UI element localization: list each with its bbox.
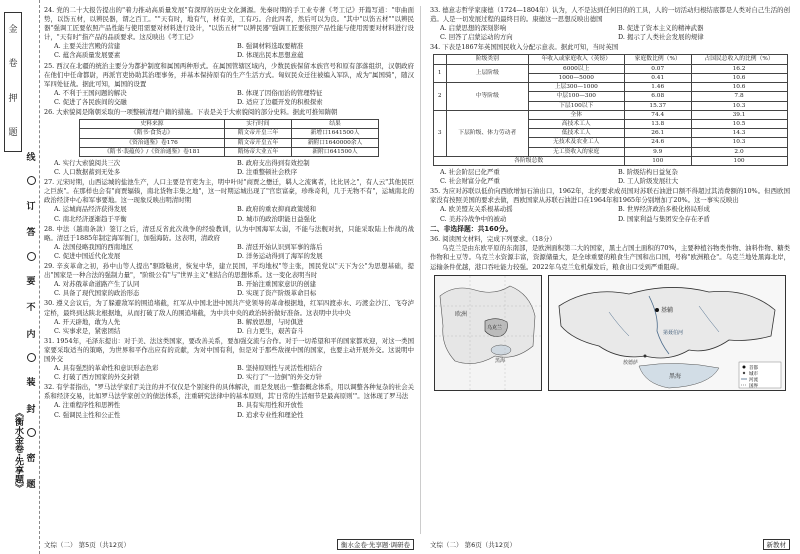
- question-stem: 27. 元宋时期，山西运城的盐池生产，人口主要是官吏为主，明中叶时"商贾之懋迁，羁人之流寓者，比比居之"，有人云"其他民臣之巨族"。在那样也会有"商贾辐辏，南北货物丰集之地"，这一时期运城出现了"官宦富豪，珍珠奇利，几于无物不有"，运城南北的政治经济中心和军事要地。这一现象反映出明清时期: [44, 178, 414, 205]
- seal-char: 押: [8, 93, 18, 104]
- options: [44, 42, 414, 60]
- table-cell: 24.6: [624, 138, 691, 147]
- table-cell: 无技术及农业工人: [528, 138, 624, 147]
- options: [44, 89, 414, 107]
- class-name: 上层阶级: [446, 64, 528, 82]
- section-title: 二、非选择题：共160分。: [430, 224, 513, 233]
- question-stem: 32. 有学者指出，"罗马法学家们"关注的并不仅仅是个别案件的具体解决，而是发展出一整套概念体系，用以调整各种复杂的社会关系和经济交易，比如罗马法学家创立的债法体系，注重研究法律中的基本原则，其'日常的生活细节是最高原则'"。这体现了罗马法: [44, 383, 414, 401]
- table-cell: 1.46: [624, 83, 691, 92]
- option-a[interactable]: A. 注重程序性和思辨性: [54, 401, 121, 410]
- table-header: 年收入或家庭收入（英镑）: [528, 55, 624, 64]
- option-b[interactable]: B. 阶级结构日益复杂: [618, 168, 678, 177]
- option-b[interactable]: B. 具有实用性和开放性: [237, 401, 304, 410]
- table-cell: 下层100以下: [528, 101, 624, 110]
- option-c[interactable]: C. 回答了启蒙运动的方向: [440, 33, 513, 42]
- options: [44, 205, 414, 223]
- option-a[interactable]: A. 启蒙思想的深刻影响: [440, 24, 507, 33]
- table-cell: 74.4: [624, 110, 691, 119]
- question-stem: 34. 下表是1867年英国国民收入分配示意表。据此可知，当时英国: [430, 43, 619, 52]
- question-30: [44, 299, 414, 335]
- option-c[interactable]: C. 人口数据蓄到无处多: [54, 168, 121, 177]
- question-32: [44, 383, 414, 419]
- table-cell: 新附口641500人: [291, 147, 378, 156]
- cut-word: 内: [26, 329, 36, 340]
- seal-char: 金: [8, 24, 18, 35]
- page-number: 文综（二） 第5页（共12页）: [44, 540, 130, 549]
- series-label: 衡水金卷·先享题·调研卷: [337, 539, 414, 550]
- question-35: [430, 187, 790, 223]
- question-26: [44, 108, 414, 177]
- question-stem: 26. 大索貌阅是隋朝采取的一项整顿清理户籍的措施。下表是关于大索貌阅的部分史料。据此可推知隋朝: [44, 108, 338, 117]
- table-row: [80, 138, 379, 147]
- table-total-row: [433, 156, 787, 165]
- option-a[interactable]: A. 社会阶层已化严重: [440, 168, 500, 177]
- option-b[interactable]: B. 世界经济政治多极化格局形成: [618, 205, 710, 214]
- question-27: [44, 178, 414, 223]
- option-a[interactable]: A. 不利于王国问题的解决: [54, 88, 127, 97]
- option-b[interactable]: B. 体现了因俗而治的管理特征: [237, 88, 323, 97]
- question-28: [44, 225, 414, 261]
- table-header: 阶级类别: [446, 55, 528, 64]
- table-cell: 《隋书·裴蕴传》/《资治通鉴》卷181: [80, 147, 225, 156]
- circle-icon: [27, 353, 36, 362]
- seal-box: [4, 12, 22, 152]
- table-cell: 10.3: [691, 138, 787, 147]
- group-number: 2: [433, 83, 446, 111]
- option-d[interactable]: D. 实现了资产阶级革命目标: [237, 289, 317, 298]
- map-label: 黑海: [495, 357, 506, 364]
- seal-char: 题: [8, 128, 18, 139]
- question-31: [44, 337, 414, 382]
- table-header: 史料来源: [80, 120, 225, 129]
- map-label: 基辅: [661, 306, 674, 314]
- table-cell: 100: [624, 156, 691, 165]
- option-d[interactable]: D. 洋务运动得到了海军的发展: [237, 251, 323, 260]
- map-label: 第聂伯河: [663, 329, 684, 336]
- right-page: [430, 6, 790, 393]
- table-cell: 10.3: [691, 101, 787, 110]
- seal-char: 卷: [8, 59, 18, 70]
- question-34: [430, 43, 790, 186]
- table-cell: 高技术工人: [528, 120, 624, 129]
- option-c[interactable]: C. 促进中国近代化发展: [54, 251, 121, 260]
- table-header: [433, 55, 446, 64]
- option-b[interactable]: B. 坚持原则性与灵活性相结合: [237, 364, 323, 373]
- ukraine-map-svg: [549, 276, 785, 390]
- locator-map-svg: [435, 276, 541, 390]
- option-c[interactable]: C. 打破了西方国家的外交封锁: [54, 373, 140, 382]
- table-header: 实行时间: [225, 120, 292, 129]
- cut-word: 订: [26, 201, 36, 212]
- question-24: [44, 6, 414, 61]
- table-cell: 低技术工人: [528, 129, 624, 138]
- circle-icon: [27, 176, 36, 185]
- footer-left: [44, 537, 414, 551]
- question-stem: 25. 西汉在北疆的统治主要分为都护制度和属国两种形式。在属国管辖区域内，少数民族保留本族官号和原有部落组织，汉朝政府在他们中任命都尉，再派官吏协助其治理事务，并基本保持原有的生产生活方式。匈奴民众迁往被编入军队，成为"属国骑"，随汉军四处征战。据此可知，属国的设置: [44, 61, 414, 88]
- table-cell: 10.5: [691, 120, 787, 129]
- table-cell: 14.3: [691, 129, 787, 138]
- table-row: [433, 64, 787, 73]
- option-a[interactable]: A. 实行大索貌阅共三次: [54, 159, 121, 167]
- options: [44, 364, 414, 382]
- table-cell: 0.41: [624, 73, 691, 82]
- table-cell: 15.37: [624, 101, 691, 110]
- map-label: 黑海: [669, 372, 682, 380]
- class-name: 下层阶级、体力劳动者: [446, 110, 528, 156]
- table-cell: 6000以上: [528, 64, 624, 73]
- option-d[interactable]: D. 国家利益与集团安全存在矛盾: [618, 214, 711, 223]
- income-table: [433, 54, 788, 166]
- table-row: [80, 147, 379, 156]
- table-row: [433, 83, 787, 92]
- table-cell: 全体: [528, 110, 624, 119]
- table-cell: 10.6: [691, 73, 787, 82]
- cut-word: 要: [26, 276, 36, 287]
- map-label: 欧洲: [455, 310, 468, 318]
- options: [430, 24, 790, 42]
- option-a[interactable]: A. 法国侵略我国的西南地区: [54, 242, 133, 251]
- question-33: [430, 6, 790, 42]
- table-cell: 隋文帝开皇五年: [225, 138, 292, 147]
- table-cell: 9.9: [624, 147, 691, 156]
- question-stem: 29. 辛亥革命之初，孙中山等人提出"驱除鞑虏，恢复中华，建立民国，平均地权"等主张，国民党以"天下为公"为思想基础，提出"国家是一种合法的强制力量"，"阶级公有"与"世界主义"相结合的思想体系。这一变化表明当时: [44, 262, 414, 280]
- question-stem: 28. 中法（越南条款）签订之后，清廷反省此次战争的经验教训，认为中国海军太弱，不能与法舰对抗，只能采取陆上作战的战略。清廷于1885年制定海军衙门，加强海防。这表明，清政府: [44, 224, 414, 242]
- locator-map: [434, 275, 542, 391]
- question-stem: 36. 阅读图文材料，完成下列要求。（18分）: [430, 235, 556, 244]
- table-header: 结果: [291, 120, 378, 129]
- total-label: 各阶级总数: [433, 156, 624, 165]
- page-number: 文综（二） 第6页（共12页）: [430, 540, 516, 549]
- map-legend: [739, 362, 781, 389]
- option-c[interactable]: C. 美苏冷战争中的被动: [440, 214, 507, 223]
- options: [430, 205, 790, 223]
- option-a[interactable]: A. 运城商品经济获得发展: [54, 205, 127, 214]
- option-c[interactable]: C. 强调民主性和公正性: [54, 410, 121, 419]
- option-d[interactable]: D. 追求专业性和理论性: [237, 410, 304, 419]
- table-cell: 新增口1641500人: [291, 129, 378, 138]
- option-d[interactable]: D. 自力更生，艰苦奋斗: [237, 326, 304, 335]
- table-cell: 上层300—1000: [528, 83, 624, 92]
- option-b[interactable]: B. 开始注重国家意识的创建: [237, 280, 317, 289]
- option-d[interactable]: D. 适应了边疆开发的积极探索: [237, 97, 323, 106]
- table-cell: 26.1: [624, 129, 691, 138]
- options: [44, 401, 414, 419]
- table-row: [80, 129, 379, 138]
- option-b[interactable]: B. 促进了资本主义的精神武器: [618, 24, 704, 33]
- class-name: 中等阶级: [446, 83, 528, 111]
- option-c[interactable]: C. 南北经济逐渐趋于平衡: [54, 214, 127, 223]
- options: [44, 243, 414, 261]
- question-stem: 31. 1954年，毛泽东提出：对于美、法这类国家，要改善关系，要加强交流与合作。对于一切希望和平的国家都欢迎，对这一类国家要采取适当的策略，为世界和平作出应有的贡献，为对中国有利，但是对于那些敌视中国的国家，也要主动开展外交。这说明中国外交: [44, 336, 414, 363]
- legend-item: 首都: [749, 365, 758, 371]
- circle-icon: [27, 252, 36, 261]
- question-stem: 35. 为应对苏联以低价向西欧增加石油出口，1962年，北约要求成员国对苏联石油进口额不得超过其消费额的10%。但西欧国家没有按照美国的要求去做，西欧国家从苏联石油进口在1964年和1965年分别增加了20%。这一事实反映出: [430, 187, 790, 205]
- cut-word: 题: [26, 479, 36, 490]
- option-c[interactable]: C. 促进了各民族间的交融: [54, 97, 127, 106]
- option-a[interactable]: A. 开天辟地，敢为人先: [54, 317, 121, 326]
- city-marker: [644, 354, 647, 357]
- page-divider: [420, 6, 421, 534]
- brand-vertical: 《衡水金卷·先享题》: [13, 407, 23, 493]
- option-a[interactable]: A. 主要关注宫殿的营建: [54, 42, 121, 51]
- question-25: [44, 62, 414, 107]
- table-cell: 《隋书·食货志》: [80, 129, 225, 138]
- capital-marker: [655, 308, 659, 312]
- binding-strip: [0, 0, 40, 554]
- option-c[interactable]: C. 实事求是，紧密团结: [54, 326, 121, 335]
- options: [44, 159, 414, 177]
- map-label: 敖德萨: [623, 359, 639, 366]
- cut-word: 密: [26, 453, 36, 464]
- option-a[interactable]: A. 对苏俄革命道路产生了认同: [54, 280, 140, 289]
- table-cell: 《资治通鉴》卷176: [80, 138, 225, 147]
- group-number: 3: [433, 110, 446, 156]
- table-cell: 1000—5000: [528, 73, 624, 82]
- question-29: [44, 262, 414, 298]
- option-b[interactable]: B. 强调材料选取要精准: [237, 42, 304, 51]
- option-d[interactable]: D. 实行了"一边倒"的外交方针: [237, 373, 323, 382]
- table-cell: 0.07: [624, 64, 691, 73]
- table-cell: 13.8: [624, 120, 691, 129]
- option-d[interactable]: D. 工人阶级发展壮大: [618, 177, 679, 186]
- table-cell: 7.8: [691, 92, 787, 101]
- table-row: [433, 110, 787, 119]
- table-cell: 隋炀帝大业五年: [225, 147, 292, 156]
- table-header: 家庭数比例（%）: [624, 55, 691, 64]
- options: [44, 318, 414, 336]
- option-c[interactable]: C. 社会财富分化严重: [440, 177, 500, 186]
- question-stem: 24. 党的二十大报告提出的"着力推动高质量发展"有深厚的历史文化渊源。先秦时期的手工业专著《考工记》开篇写道："审曲面势，以饬五材，以辨民器，谓之百工。""天有时，地有气，材有美，工有巧。合此四者，然后可以为良。"其中"以饬五材""以辨民器"强调工匠要依照产品性能与使用需要对材料进行设计，"以饬五材""以辨民器"强调工匠要依照产品性能与使用需要对材料进行设计，"天有时"指产品的品质要求。这反映出《考工记》: [44, 6, 414, 42]
- option-d[interactable]: D. 体现出民本思想意蕴: [237, 51, 304, 60]
- table-cell: 中层100—300: [528, 92, 624, 101]
- data-table: [79, 119, 379, 157]
- edition-badge: 新教材: [763, 539, 791, 550]
- cut-word: 答: [26, 228, 36, 239]
- option-b[interactable]: B. 解放思想，与时俱进: [237, 317, 304, 326]
- option-b[interactable]: B. 清廷开始认识到军事的落后: [237, 242, 323, 251]
- option-a[interactable]: A. 具有强烈的革命性和意识形态色彩: [54, 364, 159, 373]
- table-header-row: [80, 120, 379, 129]
- circle-icon: [27, 428, 36, 437]
- table-cell: 6.08: [624, 92, 691, 101]
- table-cell: 新附口1640000余人: [291, 138, 378, 147]
- legend-item: 城市: [749, 371, 758, 377]
- table-cell: 无工资收入的家庭: [528, 147, 624, 156]
- table-header-row: [433, 55, 787, 64]
- table-cell: 16.2: [691, 64, 787, 73]
- map-label: 乌克兰: [487, 324, 503, 331]
- option-d[interactable]: D. 揭示了人类社会发展的规律: [618, 33, 704, 42]
- option-d[interactable]: D. 城市的政治职能日益强化: [237, 214, 317, 223]
- option-b[interactable]: B. 政府支出得到有效控制: [237, 159, 310, 167]
- question-stem: 33. 德意志哲学家康德（1724—1804年）认为，人不是达到任何目的的工具，人的一切活动归根结底都是人类对自己生活的创造。人是一切发展过程的最终目的。康德这一思想反映出德国: [430, 6, 790, 24]
- footer-right: [430, 537, 790, 551]
- table-cell: 2.0: [691, 147, 787, 156]
- cut-word: 不: [26, 303, 36, 314]
- table-cell: 10.6: [691, 83, 787, 92]
- cut-word: 装: [26, 378, 36, 389]
- option-c[interactable]: C. 具备了现代国家的政治形态: [54, 289, 140, 298]
- table-header: 占国民总收入的比例（%）: [691, 55, 787, 64]
- option-b[interactable]: B. 政府的重农抑商政策缓和: [237, 205, 317, 214]
- cut-word: 线: [26, 153, 36, 163]
- legend-item: 国界: [749, 383, 758, 389]
- group-number: 1: [433, 64, 446, 82]
- option-d[interactable]: D. 注重整顿社会秩序: [237, 168, 298, 177]
- options: [44, 280, 414, 298]
- cut-line: [24, 150, 38, 490]
- ukraine-map: [548, 275, 786, 391]
- table-cell: 隋文帝开皇三年: [225, 129, 292, 138]
- option-c[interactable]: C. 蕴含高质量发展要素: [54, 51, 121, 60]
- options: [430, 168, 790, 186]
- legend-item: 河流: [749, 377, 758, 383]
- material-text: 乌克兰是由东欧平原的东南部，是欧洲面积第二大的国家，黑土占国土面积的70%，主要种植谷物类作物、油料作物、糖类作物和土豆等。乌克兰水资源丰富，资源储量大，是全球重要的粮食生产国和出口国，号称"欧洲粮仓"。乌克兰地处黑海北岸，运输条件优越，港口吞吐能力较强。2022年乌克兰危机爆发后，粮食出口受到严重阻碍。: [430, 244, 790, 271]
- left-page: [44, 6, 414, 421]
- option-a[interactable]: A. 欧美盟友关系根基动摇: [440, 205, 513, 214]
- table-cell: 39.1: [691, 110, 787, 119]
- question-36: [430, 235, 790, 271]
- map-figure: [430, 275, 790, 393]
- question-stem: 30. 遵义会议后，为了躲避敌军的围追堵截，红军从中国北进中国共产党领导的革命根据地，红军四渡赤水、巧渡金沙江、飞夺泸定桥，最终到达陕北根据地，从而打破了敌人的围追堵截，为中共中央的政治转折做好准备。这表明中共中央: [44, 299, 414, 317]
- table-cell: 100: [691, 156, 787, 165]
- cut-word: 封: [26, 404, 36, 415]
